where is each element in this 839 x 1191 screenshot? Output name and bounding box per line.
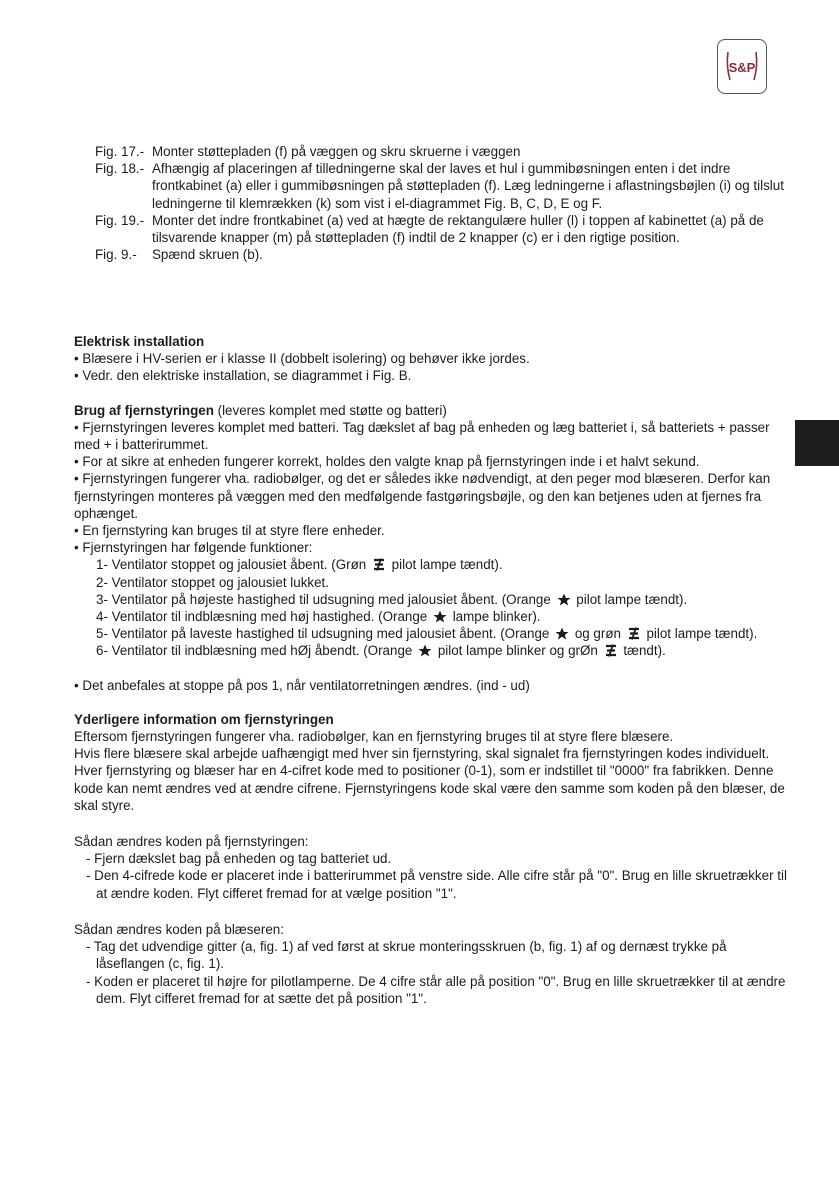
function-text: pilot lampe tændt). xyxy=(646,626,758,642)
function-text: pilot lampe tændt). xyxy=(576,591,688,607)
orange-pilot-lamp-icon xyxy=(557,593,571,606)
function-text: 6- Ventilator til indblæsning med hØj åbendt. (Orange xyxy=(96,643,413,659)
remote-item: • En fjernstyring kan bruges til at styre flere enheder. xyxy=(74,523,385,539)
figure-label: Fig. 19.- xyxy=(95,212,145,228)
function-text: 4- Ventilator til indblæsning med høj hastighed. (Orange xyxy=(96,609,428,625)
change-fan-heading: Sådan ændres koden på blæseren: xyxy=(74,921,284,937)
function-item xyxy=(74,625,796,642)
remote-item: • Fjernstyringen leveres komplet med batteri. Tag dækslet af bag på enheden og læg batteriet i, så batteriets + passer med + i batterirummet. xyxy=(74,419,770,453)
remote-item: • Fjernstyringen har følgende funktioner: xyxy=(74,540,313,556)
electrical-item: • Vedr. den elektriske installation, se diagrammet i Fig. B. xyxy=(74,368,412,384)
orange-pilot-lamp-icon xyxy=(555,627,569,640)
figure-label: Fig. 17.- xyxy=(95,144,145,159)
function-item xyxy=(74,608,796,625)
function-text: pilot lampe blinker og grØn xyxy=(437,643,598,659)
function-item xyxy=(74,591,796,608)
green-pilot-lamp-icon xyxy=(604,644,618,657)
function-item xyxy=(74,642,796,659)
electrical-heading: Elektrisk installation xyxy=(74,334,205,349)
green-pilot-lamp-icon xyxy=(627,627,641,640)
function-item: 2- Ventilator stoppet og jalousiet lukket. xyxy=(96,574,329,590)
change-fan-step: - Tag det udvendige gitter (a, fig. 1) af ved først at skrue monteringsskruen (b, fig. 1) af og dernæst trykke på låseflangen (c, fig. 1). xyxy=(86,939,727,972)
remote-heading-line xyxy=(74,402,796,419)
more-info-text: Eftersom fjernstyringen fungerer vha. radiobølger, kan en fjernstyring bruges til at styre flere blæsere. xyxy=(74,729,674,745)
change-remote-step: - Den 4-cifrede kode er placeret inde i batterirummet på venstre side. Alle cifre står på "0". Brug en lille skruetrækker til at ændre koden. Flyt cifferet fremad for at vælge position "1". xyxy=(86,868,787,901)
function-text: 1- Ventilator stoppet og jalousiet åbent. (Grøn xyxy=(96,557,367,573)
sp-logo xyxy=(717,39,767,94)
orange-pilot-lamp-icon xyxy=(418,644,432,657)
figure-text: Afhængig af placeringen af tilledningerne skal der laves et hul i gummibøsningen enten i det indre frontkabinet (a) eller i gummibøsningen på støttepladen (f). Læg ledningerne i aflastningsbøjlen (i) og tilslut ledningerne til klemrækken (k) som vist i el-diagrammet Fig. B, C, D, E og F. xyxy=(152,161,784,211)
more-info-text: Hvis flere blæsere skal arbejde uafhængigt med hver sin fjernstyring, skal signalet fra fjernstyringen kodes individuelt. Hver fjernstyring og blæser har en 4-cifret kode med to positioner (0-1), som er indstillet til "0000" fra fabrikken. Denne kode kan nemt ændres ved at ændre cifrene. Fjernstyringens kode skal være den samme som koden på den blæser, de skal styre. xyxy=(74,746,785,813)
remote-heading: Brug af fjernstyringen xyxy=(74,402,214,418)
green-pilot-lamp-icon xyxy=(372,558,386,571)
change-remote-step: - Fjern dækslet bag på enheden og tag batteriet ud. xyxy=(86,851,392,867)
electrical-item: • Blæsere i HV-serien er i klasse II (dobbelt isolering) og behøver ikke jordes. xyxy=(74,351,530,367)
orange-pilot-lamp-icon xyxy=(433,610,447,623)
function-text: og grøn xyxy=(574,626,621,642)
figure-text: Spænd skruen (b). xyxy=(152,247,263,263)
figure-row xyxy=(74,143,796,160)
figure-instructions xyxy=(74,143,796,263)
function-item xyxy=(74,556,796,573)
change-remote-heading: Sådan ændres koden på fjernstyringen: xyxy=(74,834,309,850)
function-text: 5- Ventilator på laveste hastighed til udsugning med jalousiet åbent. (Orange xyxy=(96,626,550,642)
figure-row xyxy=(74,246,796,263)
figure-row xyxy=(74,160,796,212)
remote-item: • Fjernstyringen fungerer vha. radiobølger, og det er således ikke nødvendigt, at den peger mod blæseren. Derfor kan fjernstyringen monteres på væggen med den medfølgende fastgøringsbøjle, og den kan betjenes uden at fjernes fra ophænget. xyxy=(74,471,771,521)
recommendation: • Det anbefales at stoppe på pos 1, når ventilatorretningen ændres. (ind - ud) xyxy=(74,677,530,693)
remote-heading-suffix: (leveres komplet med støtte og batteri) xyxy=(213,402,447,418)
figure-label: Fig. 18.- xyxy=(95,161,145,177)
figure-text: Monter det indre frontkabinet (a) ved at hægte de rektangulære huller (l) i toppen af kabinettet (a) på de tilsvarende knapper (m) på støttepladen (f) indtil de 2 knapper (c) er i den rigtige position. xyxy=(152,212,764,246)
remote-item: • For at sikre at enheden fungerer korrekt, holdes den valgte knap på fjernstyringen inde i et halvt sekund. xyxy=(74,454,700,470)
figure-text: Monter støttepladen (f) på væggen og skru skruerne i væggen xyxy=(152,144,521,159)
function-text: pilot lampe tændt). xyxy=(391,557,503,573)
function-text: 3- Ventilator på højeste hastighed til udsugning med jalousiet åbent. (Orange xyxy=(96,591,551,607)
logo-text: S&P xyxy=(728,60,756,75)
change-fan-step: - Koden er placeret til højre for pilotlamperne. De 4 cifre står alle på position "0". Brug en lille skruetrækker til at ændre dem. Flyt cifferet fremad for at sætte det på position "1". xyxy=(86,973,786,1006)
section-tab-marker xyxy=(795,420,839,466)
figure-row xyxy=(74,212,796,246)
more-info-heading: Yderligere information om fjernstyringen xyxy=(74,711,334,727)
function-text: lampe blinker). xyxy=(452,609,541,625)
figure-label: Fig. 9.- xyxy=(95,247,137,263)
function-text: tændt). xyxy=(623,643,666,659)
sp-logo-mark xyxy=(722,44,762,88)
main-content xyxy=(74,333,796,1007)
